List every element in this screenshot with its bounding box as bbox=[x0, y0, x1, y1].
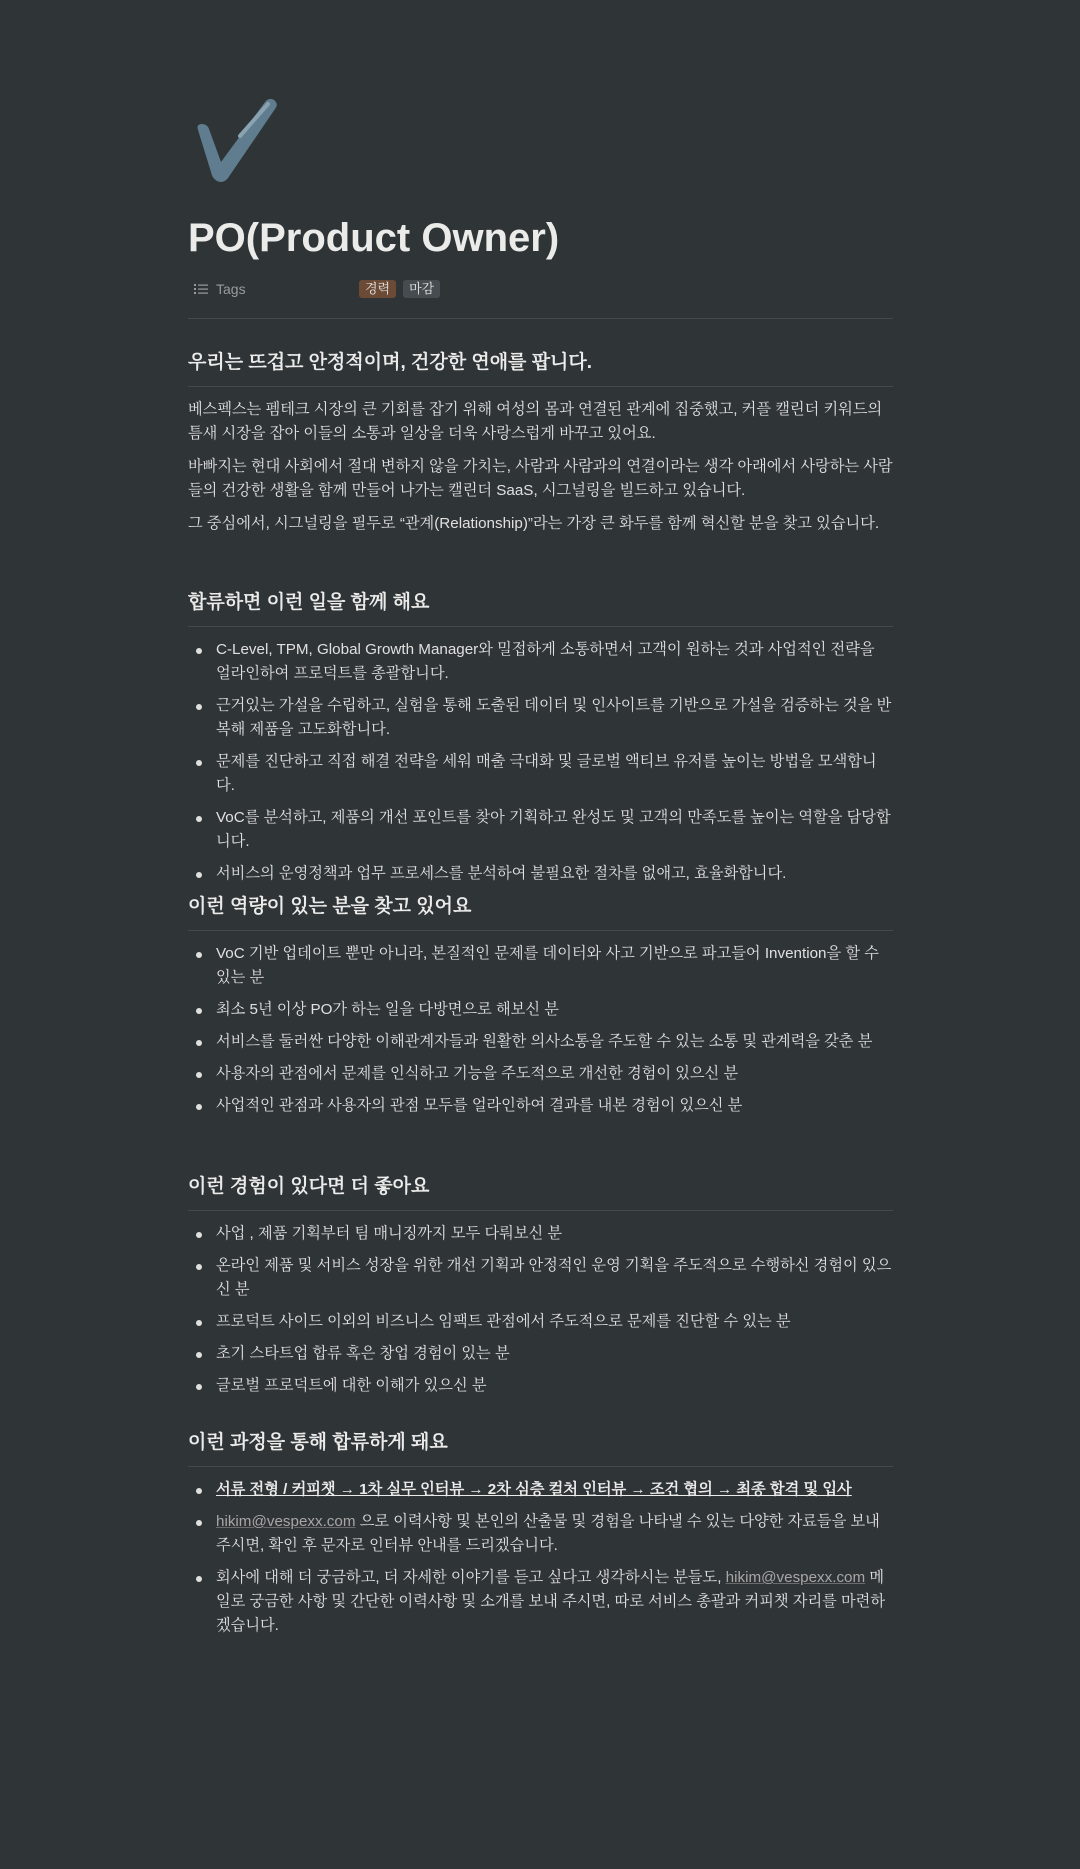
section-qualifications bbox=[188, 893, 893, 1126]
list-item-text: VoC 기반 업데이트 뿐만 아니라, 본질적인 문제를 데이터와 사고 기반으로 파고들어 Invention을 할 수 있는 분 bbox=[216, 945, 879, 986]
paragraph: 그 중심에서, 시그널링을 필두로 “관계(Relationship)”라는 가장 큰 화두를 함께 혁신할 분을 찾고 있습니다. bbox=[188, 515, 880, 532]
list-item-text: 근거있는 가설을 수립하고, 실험을 통해 도출된 데이터 및 인사이트를 기반으로 가설을 검증하는 것을 반복해 제품을 고도화합니다. bbox=[216, 697, 892, 738]
list-item bbox=[188, 1254, 893, 1302]
list-item bbox=[188, 1062, 893, 1086]
bullet-icon bbox=[196, 1320, 202, 1326]
bullet-icon bbox=[196, 952, 202, 958]
list-item bbox=[188, 1030, 893, 1054]
list-item bbox=[188, 1094, 893, 1118]
bullet-icon bbox=[196, 1384, 202, 1390]
properties-divider bbox=[188, 318, 893, 319]
list-item-text: 서비스의 운영정책과 업무 프로세스를 분석하여 불필요한 절차를 없애고, 효율화합니다. bbox=[216, 865, 787, 882]
list-item bbox=[188, 694, 893, 742]
list-item bbox=[188, 998, 893, 1022]
list-icon bbox=[193, 281, 209, 297]
paragraph: 바빠지는 현대 사회에서 절대 변하지 않을 가치는, 사람과 사람과의 연결이라는 생각 아래에서 사랑하는 사람들의 건강한 생활을 함께 만들어 나가는 캘린더 SaaS, 시그널링을 빌드하고 있습니다. bbox=[188, 458, 893, 499]
tag-closed[interactable]: 마감 bbox=[403, 280, 440, 298]
heading-divider bbox=[188, 626, 893, 627]
list-item bbox=[188, 942, 893, 990]
list-item bbox=[188, 1222, 893, 1246]
list-item bbox=[188, 1510, 893, 1558]
bullet-icon bbox=[196, 1576, 202, 1582]
list-item bbox=[188, 1374, 893, 1398]
list-item-text: C-Level, TPM, Global Growth Manager와 밀접하게 소통하면서 고객이 원하는 것과 사업적인 전략을 얼라인하여 프로덕트를 총괄합니다. bbox=[216, 641, 875, 682]
section-heading: 이런 과정을 통해 합류하게 돼요 bbox=[188, 1432, 448, 1453]
list-item-text: 프로덕트 사이드 이외의 비즈니스 임팩트 관점에서 주도적으로 문제를 진단할 수 있는 분 bbox=[216, 1313, 791, 1330]
list-item-text: 사업적인 관점과 사용자의 관점 모두를 얼라인하여 결과를 내본 경험이 있으신 분 bbox=[216, 1097, 743, 1114]
section-process bbox=[188, 1429, 893, 1646]
list-item-text: 메일로 궁금한 사항 및 간단한 이력사항 및 소개를 보내 주시면, 따로 서비스 총괄과 커피챗 자리를 마련하겠습니다. bbox=[216, 1569, 886, 1634]
list-item-text: 초기 스타트업 합류 혹은 창업 경험이 있는 분 bbox=[216, 1345, 510, 1362]
bullet-icon bbox=[196, 1104, 202, 1110]
tags-label: Tags bbox=[216, 281, 246, 297]
heading-divider bbox=[188, 930, 893, 931]
paragraph: 베스펙스는 펨테크 시장의 큰 기회를 잡기 위해 여성의 몸과 연결된 관계에 집중했고, 커플 캘린더 키워드의 틈새 시장을 잡아 이들의 소통과 일상을 더욱 사랑스럽게 바꾸고 있어요. bbox=[188, 401, 883, 442]
list-item-text: 글로벌 프로덕트에 대한 이해가 있으신 분 bbox=[216, 1377, 487, 1394]
list-item-text: 회사에 대해 더 궁금하고, 더 자세한 이야기를 듣고 싶다고 생각하시는 분들도, bbox=[216, 1569, 726, 1586]
bullet-icon bbox=[196, 816, 202, 822]
list-item bbox=[188, 1310, 893, 1334]
bullet-icon bbox=[196, 1520, 202, 1526]
bullet-list bbox=[188, 942, 893, 1118]
bullet-list bbox=[188, 1478, 893, 1638]
bullet-icon bbox=[196, 1232, 202, 1238]
page-title: PO(Product Owner) bbox=[188, 216, 560, 260]
section-intro bbox=[188, 349, 893, 545]
hiring-steps: 서류 전형 / 커피챗 → 1차 실무 인터뷰 → 2차 심층 컬처 인터뷰 → 조건 협의 → 최종 합격 및 입사 bbox=[216, 1481, 852, 1498]
bullet-list bbox=[188, 638, 893, 886]
bullet-icon bbox=[196, 1488, 202, 1494]
bullet-icon bbox=[196, 1072, 202, 1078]
list-item-text: 서비스를 둘러싼 다양한 이해관계자들과 원활한 의사소통을 주도할 수 있는 소통 및 관계력을 갖춘 분 bbox=[216, 1033, 873, 1050]
list-item-text: 사용자의 관점에서 문제를 인식하고 기능을 주도적으로 개선한 경험이 있으신 분 bbox=[216, 1065, 739, 1082]
heading-divider bbox=[188, 1466, 893, 1467]
section-preferred bbox=[188, 1173, 893, 1406]
check-mark-icon[interactable] bbox=[188, 96, 280, 188]
section-work bbox=[188, 589, 893, 894]
list-item-text: 최소 5년 이상 PO가 하는 일을 다방면으로 해보신 분 bbox=[216, 1001, 559, 1018]
bullet-icon bbox=[196, 760, 202, 766]
heading-divider bbox=[188, 386, 893, 387]
section-heading: 이런 역량이 있는 분을 찾고 있어요 bbox=[188, 896, 472, 917]
bullet-icon bbox=[196, 648, 202, 654]
bullet-icon bbox=[196, 704, 202, 710]
list-item bbox=[188, 1342, 893, 1366]
list-item bbox=[188, 862, 893, 886]
bullet-icon bbox=[196, 872, 202, 878]
tag-career[interactable]: 경력 bbox=[359, 280, 396, 298]
list-item-text: 온라인 제품 및 서비스 성장을 위한 개선 기획과 안정적인 운영 기획을 주도적으로 수행하신 경험이 있으신 분 bbox=[216, 1257, 892, 1298]
email-link[interactable]: hikim@vespexx.com bbox=[216, 1513, 356, 1530]
bullet-icon bbox=[196, 1040, 202, 1046]
list-item-text: VoC를 분석하고, 제품의 개선 포인트를 찾아 기획하고 완성도 및 고객의 만족도를 높이는 역할을 담당합니다. bbox=[216, 809, 891, 850]
list-item bbox=[188, 806, 893, 854]
bullet-list bbox=[188, 1222, 893, 1398]
list-item-text: 으로 이력사항 및 본인의 산출물 및 경험을 나타낼 수 있는 다양한 자료들을 보내주시면, 확인 후 문자로 인터뷰 안내를 드리겠습니다. bbox=[216, 1513, 880, 1554]
heading-divider bbox=[188, 1210, 893, 1211]
list-item bbox=[188, 1478, 893, 1502]
list-item bbox=[188, 638, 893, 686]
email-link[interactable]: hikim@vespexx.com bbox=[725, 1569, 866, 1586]
list-item-text: 사업 , 제품 기획부터 팀 매니징까지 모두 다뤄보신 분 bbox=[216, 1225, 563, 1242]
section-heading: 우리는 뜨겁고 안정적이며, 건강한 연애를 팝니다. bbox=[188, 352, 593, 373]
list-item bbox=[188, 1566, 893, 1638]
bullet-icon bbox=[196, 1008, 202, 1014]
list-item-text: 문제를 진단하고 직접 해결 전략을 세워 매출 극대화 및 글로벌 액티브 유저를 높이는 방법을 모색합니다. bbox=[216, 753, 877, 794]
bullet-icon bbox=[196, 1264, 202, 1270]
section-heading: 이런 경험이 있다면 더 좋아요 bbox=[188, 1176, 430, 1197]
tags-property bbox=[188, 276, 893, 302]
section-heading: 합류하면 이런 일을 함께 해요 bbox=[188, 592, 430, 613]
list-item bbox=[188, 750, 893, 798]
bullet-icon bbox=[196, 1352, 202, 1358]
